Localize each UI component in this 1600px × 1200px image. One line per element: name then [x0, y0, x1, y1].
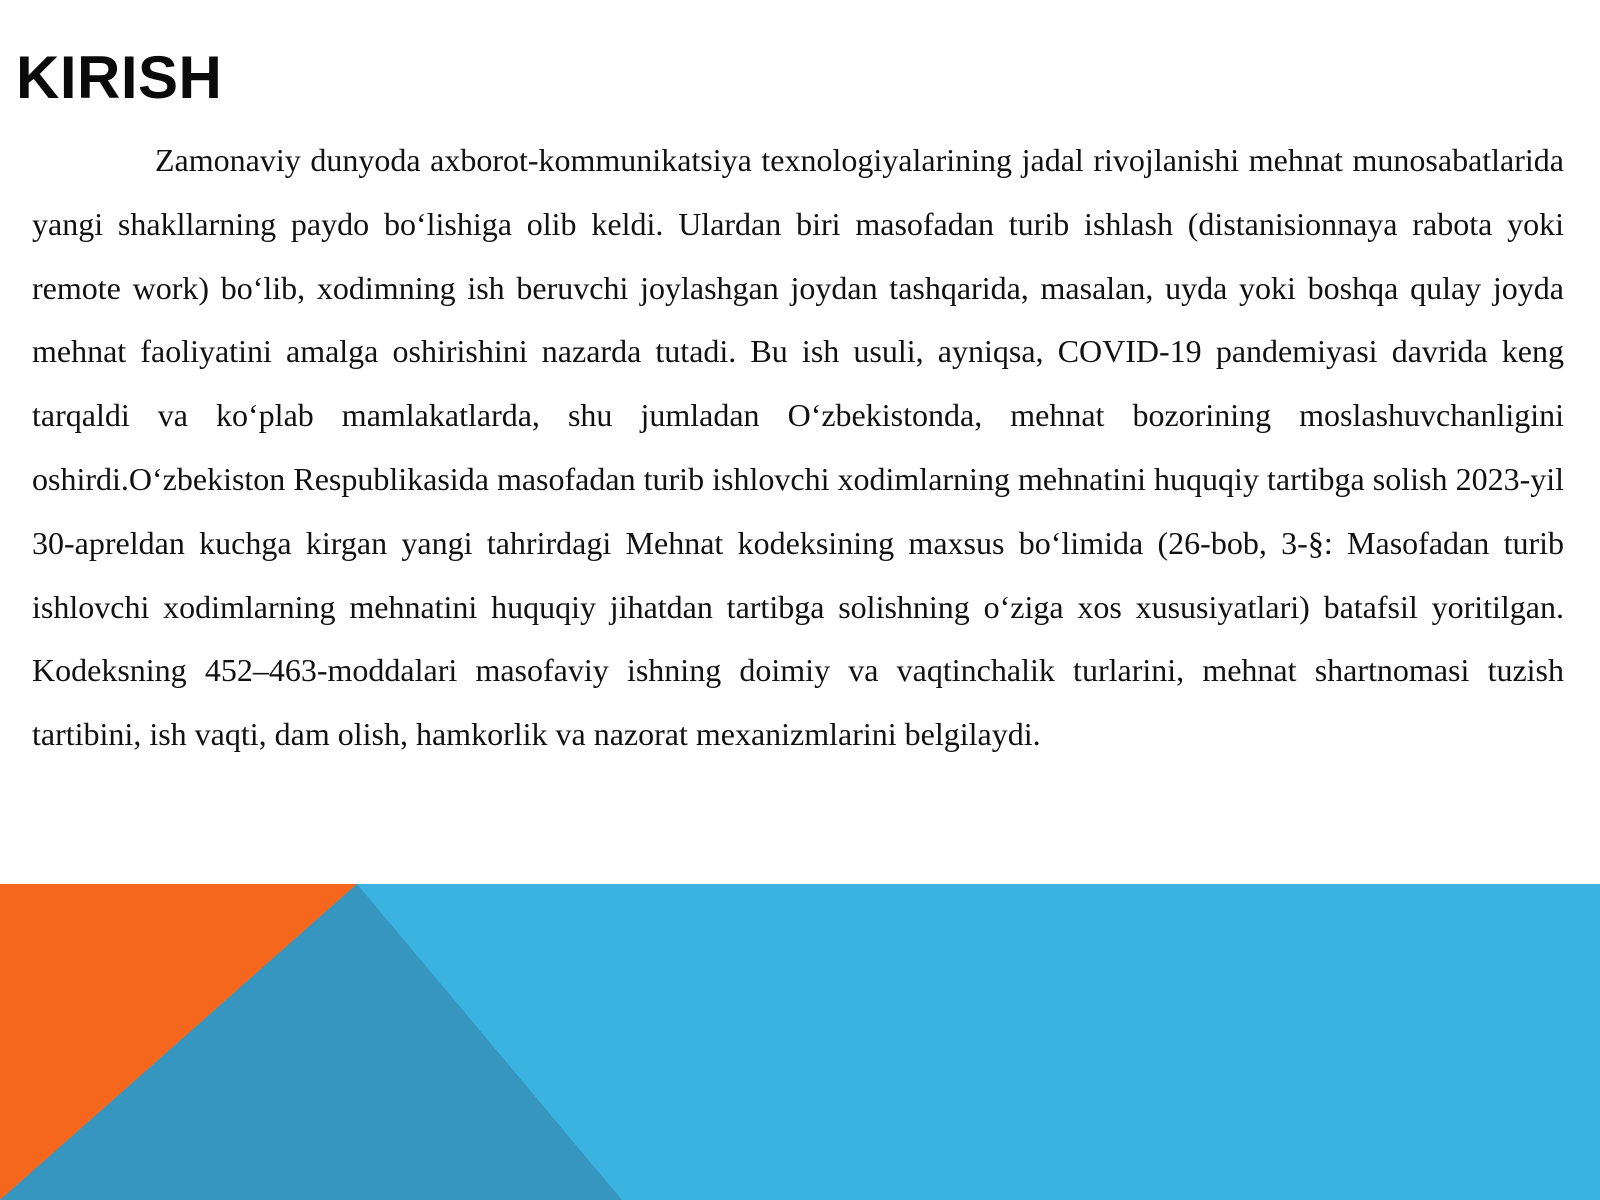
decorative-footer-band	[0, 884, 1600, 1200]
slide-title: KIRISH	[16, 44, 223, 111]
intro-paragraph: Zamonaviy dunyoda axborot-kommunikatsiya texnologiyalarining jadal rivojlanishi mehnat munosabatlarida yangi shakllarning paydo bo‘lishiga olib keldi. Ulardan biri masofadan turib ishlash (distanisionnaya rabota yoki remote work) bo‘lib, xodimning ish beruvchi joylashgan joydan tashqarida, masalan, uyda yoki boshqa qulay joyda mehnat faoliyatini amalga oshirishini nazarda tutadi. Bu ish usuli, ayniqsa, COVID-19 pandemiyasi davrida keng tarqaldi va ko‘plab mamlakatlarda, shu jumladan O‘zbekistonda, mehnat bozorining moslashuvchanligini oshirdi.O‘zbekiston Respublikasida masofadan turib ishlovchi xodimlarning mehnatini huquqiy tartibga solish 2023-yil 30-apreldan kuchga kirgan yangi tahrirdagi Mehnat kodeksining maxsus bo‘limida (26-bob, 3-§: Masofadan turib ishlovchi xodimlarning mehnatini huquqiy jihatdan tartibga solishning o‘ziga xos xususiyatlari) batafsil yoritilgan. Kodeksning 452–463-moddalari masofaviy ishning doimiy va vaqtinchalik turlarini, mehnat shartnomasi tuzish tartibini, ish vaqti, dam olish, hamkorlik va nazorat mexanizmlarini belgilaydi.	[32, 142, 1564, 753]
